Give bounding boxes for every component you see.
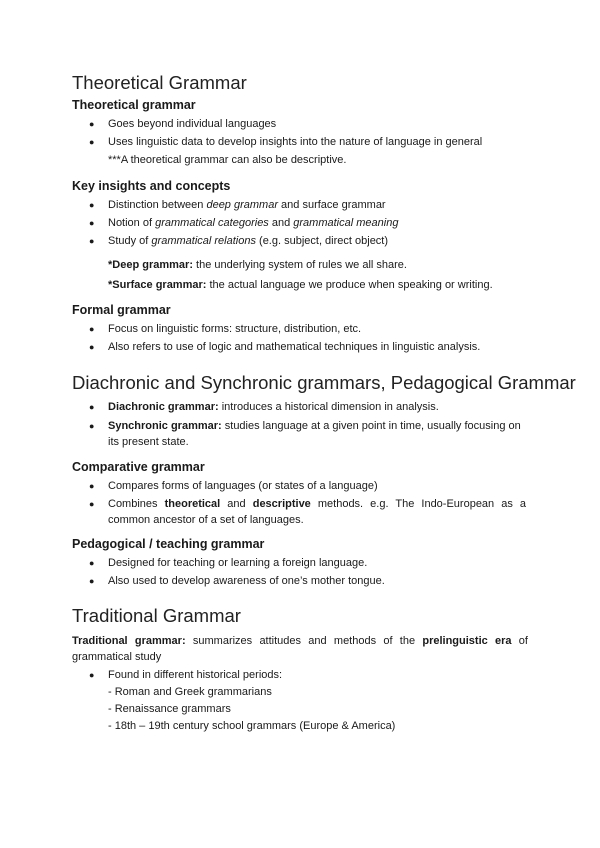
section-title-traditional-grammar: Traditional Grammar — [72, 605, 241, 626]
list-item: Goes beyond individual languages — [108, 118, 277, 130]
list-item: Focus on linguistic forms: structure, distribution, etc. — [108, 323, 362, 335]
bullet-icon: ● — [89, 137, 95, 147]
emphasis: deep grammar — [206, 199, 278, 211]
list-item: Designed for teaching or learning a foreign language. — [108, 557, 368, 569]
section-title-diachronic-synchronic: Diachronic and Synchronic grammars, Pedagogical Grammar — [72, 372, 576, 393]
bullet-icon: ● — [89, 421, 95, 431]
bullet-icon: ● — [89, 119, 95, 129]
subheading-comparative-grammar: Comparative grammar — [72, 460, 205, 474]
bullet-icon: ● — [89, 402, 95, 412]
list-item: Compares forms of languages (or states of a language) — [108, 480, 378, 492]
bullet-icon: ● — [89, 499, 95, 509]
emphasis: grammatical relations — [151, 235, 256, 247]
sub-list-item: - Roman and Greek grammarians — [108, 686, 272, 698]
bullet-icon: ● — [89, 342, 95, 352]
bullet-icon: ● — [89, 324, 95, 334]
bullet-icon: ● — [89, 236, 95, 246]
bullet-icon: ● — [89, 670, 95, 680]
list-item: Study of grammatical relations (e.g. subject, direct object) — [108, 235, 389, 247]
list-item: Also used to develop awareness of one’s mother tongue. — [108, 575, 385, 587]
definition-surface-grammar: *Surface grammar: the actual language we produce when speaking or writing. — [108, 279, 493, 291]
sub-list-item: - Renaissance grammars — [108, 703, 231, 715]
list-item: Also refers to use of logic and mathematical techniques in linguistic analysis. — [108, 341, 481, 353]
subheading-theoretical-grammar: Theoretical grammar — [72, 98, 196, 112]
paragraph-traditional-grammar: Traditional grammar: summarizes attitudes and methods of the prelinguistic era of grammatical study — [72, 635, 528, 663]
list-item: Diachronic grammar: introduces a historical dimension in analysis. — [108, 401, 439, 413]
subheading-key-insights: Key insights and concepts — [72, 179, 231, 193]
definition-deep-grammar: *Deep grammar: the underlying system of rules we all share. — [108, 259, 407, 271]
bullet-icon: ● — [89, 558, 95, 568]
emphasis: grammatical meaning — [293, 217, 399, 229]
sub-list-item: - 18th – 19th century school grammars (Europe & America) — [108, 720, 396, 732]
bullet-icon: ● — [89, 218, 95, 228]
subheading-pedagogical-grammar: Pedagogical / teaching grammar — [72, 537, 265, 551]
list-item: Notion of grammatical categories and grammatical meaning — [108, 217, 399, 229]
bullet-icon: ● — [89, 481, 95, 491]
bullet-icon: ● — [89, 576, 95, 586]
list-item: Uses linguistic data to develop insights into the nature of language in general — [108, 136, 483, 148]
section-title-theoretical-grammar: Theoretical Grammar — [72, 72, 247, 93]
list-item: Combines theoretical and descriptive methods. e.g. The Indo-European as a common ancestor of a set of languages. — [108, 498, 527, 526]
list-item: Synchronic grammar: studies language at a given point in time, usually focusing on its present state. — [108, 420, 521, 448]
note-text: ***A theoretical grammar can also be descriptive. — [108, 154, 347, 166]
emphasis: grammatical categories — [155, 217, 269, 229]
subheading-formal-grammar: Formal grammar — [72, 303, 171, 317]
bullet-icon: ● — [89, 200, 95, 210]
list-item: Found in different historical periods: — [108, 669, 283, 681]
list-item: Distinction between deep grammar and surface grammar — [108, 199, 386, 211]
